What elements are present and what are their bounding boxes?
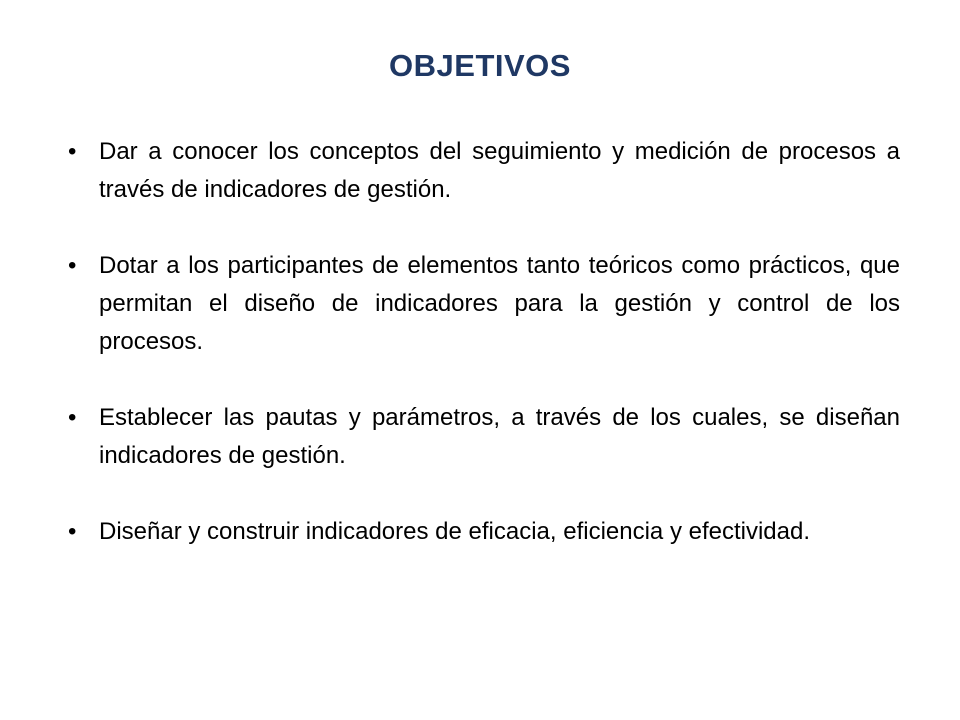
list-item xyxy=(68,247,900,361)
bullet-text: Establecer las pautas y parámetros, a través de los cuales, se diseñan indicadores de gestión. xyxy=(99,404,900,469)
slide-title: OBJETIVOS xyxy=(389,48,571,83)
list-item xyxy=(68,399,900,475)
list-item xyxy=(68,513,900,551)
bullet-text: Diseñar y construir indicadores de eficacia, eficiencia y efectividad. xyxy=(99,518,811,545)
bullet-icon: • xyxy=(68,138,77,165)
objectives-list xyxy=(68,133,900,589)
bullet-icon: • xyxy=(68,518,77,545)
bullet-icon: • xyxy=(68,404,77,431)
bullet-text: Dotar a los participantes de elementos tanto teóricos como prácticos, que permitan el diseño de indicadores para la gestión y control de los procesos. xyxy=(99,252,900,355)
bullet-text: Dar a conocer los conceptos del seguimiento y medición de procesos a través de indicadores de gestión. xyxy=(99,138,900,203)
bullet-icon: • xyxy=(68,252,77,279)
list-item xyxy=(68,133,900,209)
